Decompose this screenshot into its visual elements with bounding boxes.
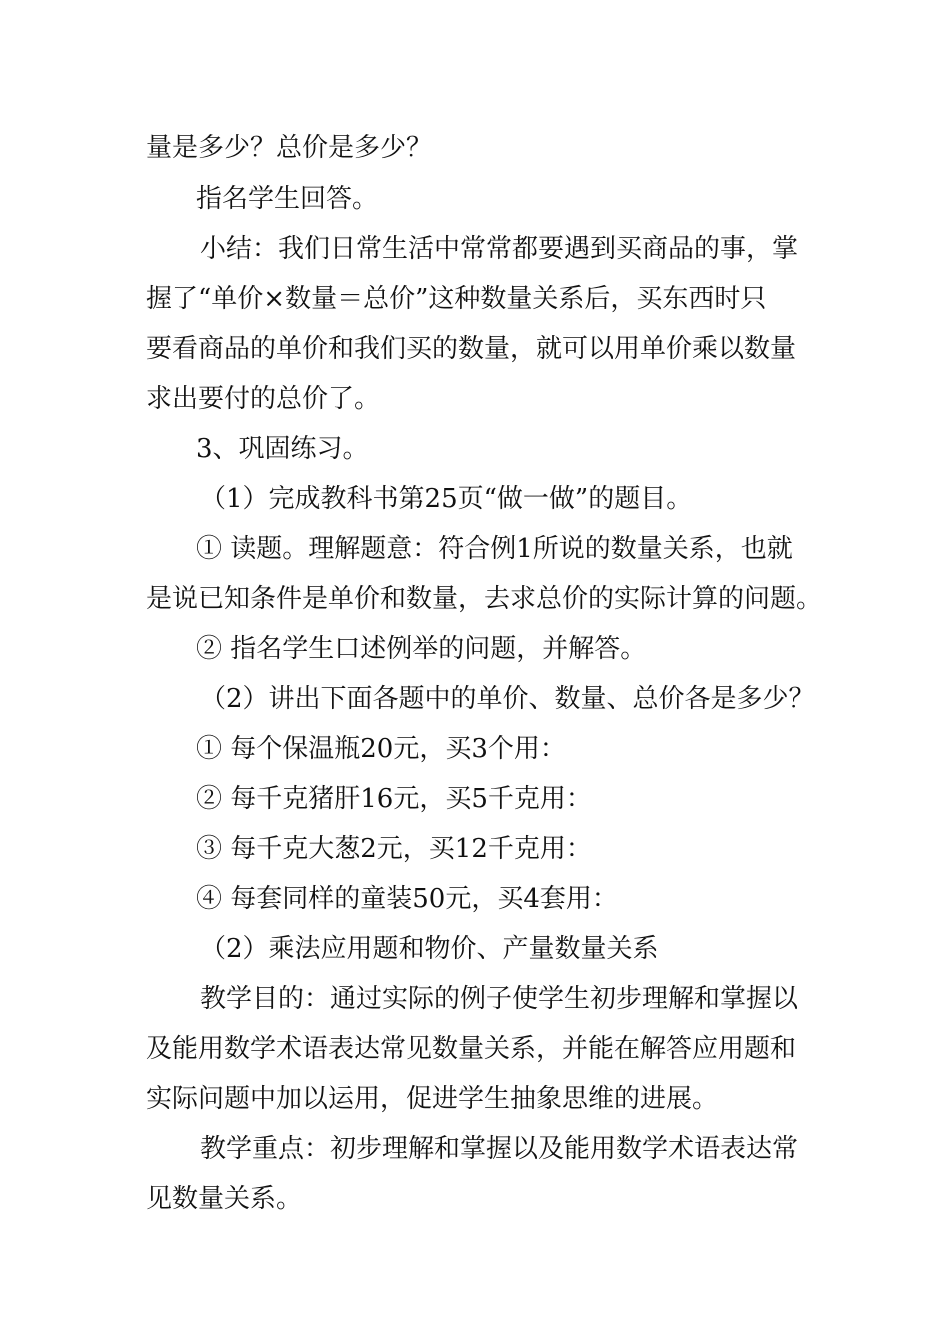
text-line: ④ 每套同样的童装50元，买4套用： [196,884,618,914]
text-line: 及能用数学术语表达常见数量关系，并能在解答应用题和 [146,1034,797,1064]
text-line: （1）完成教科书第25页“做一做”的题目。 [200,484,693,514]
text-line: ① 读题。理解题意：符合例1所说的数量关系，也就 [196,534,793,564]
text-line: 教学重点：初步理解和掌握以及能用数学术语表达常 [200,1134,799,1164]
text-line: 量是多少？总价是多少？ [146,133,433,163]
text-line: 要看商品的单价和我们买的数量，就可以用单价乘以数量 [146,334,797,364]
text-line: ① 每个保温瓶20元，买3个用： [196,734,566,764]
text-line: 握了“单价×数量＝总价”这种数量关系后，买东西时只 [146,284,767,314]
text-line: 教学目的：通过实际的例子使学生初步理解和掌握以 [200,984,799,1014]
text-line: 实际问题中加以运用，促进学生抽象思维的进展。 [146,1084,719,1114]
text-line: ② 指名学生口述例举的问题，并解答。 [196,634,647,664]
text-line: 指名学生回答。 [196,184,379,214]
text-line: （2）讲出下面各题中的单价、数量、总价各是多少？ [200,684,815,714]
text-line: （2）乘法应用题和物价、产量数量关系 [200,934,659,964]
text-line: 小结：我们日常生活中常常都要遇到买商品的事，掌 [200,234,799,264]
text-line: 是说已知条件是单价和数量，去求总价的实际计算的问题。 [146,584,823,614]
text-line: ② 每千克猪肝16元，买5千克用： [196,784,592,814]
text-line: 见数量关系。 [146,1184,303,1214]
text-line: 3、巩固练习。 [196,434,369,464]
text-line: 求出要付的总价了。 [146,384,381,414]
text-line: ③ 每千克大葱2元，买12千克用： [196,834,592,864]
